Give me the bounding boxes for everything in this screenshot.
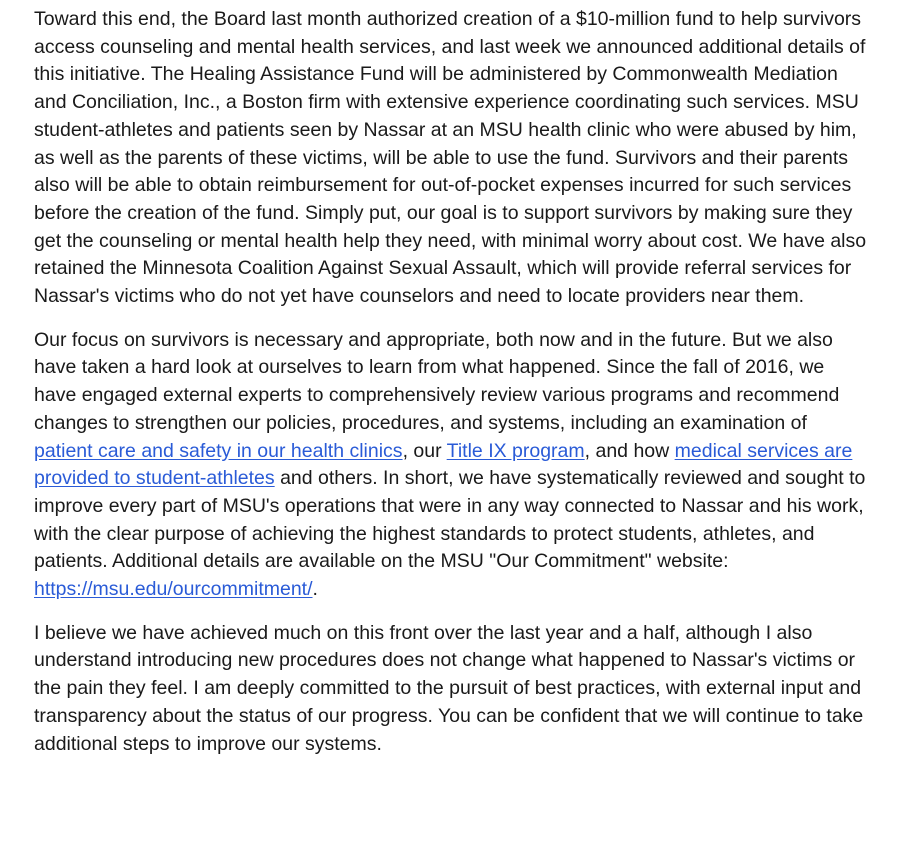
link-title-ix-program[interactable]: Title IX program [446,439,585,462]
paragraph-text: , our [402,439,447,462]
paragraph-text: Our focus on survivors is necessary and appropriate, both now and in the future. But we also have taken a hard look at ourselves to learn from what happened. Since the fall of 2016, we have engaged external experts to comprehensively review various programs and recommend changes to strengthen our policies, procedures, and systems, including an examination of [34,328,840,434]
paragraph-text: . [312,578,318,601]
link-patient-care-safety[interactable]: patient care and safety in our health clinics [34,439,403,462]
paragraph-text: and others. In short, we have systematically reviewed and sought to improve every part of MSU's operations that were in any way connected to Nassar and his work, with the clear purpose of achieving the highest standards to protect students, athletes, and patients. Additional details are available on the MSU "Our Commitment" website: [34,467,866,573]
paragraph-text: , and how [584,439,675,462]
paragraph-healing-fund: Toward this end, the Board last month authorized creation of a $10-million fund to help survivors access counseling and mental health services, and last week we announced additional details of this initiative. The Healing Assistance Fund will be administered by Commonwealth Mediation and Conciliation, Inc., a Boston firm with extensive experience coordinating such services. MSU student-athletes and patients seen by Nassar at an MSU health clinic who were abused by him, as well as the parents of these victims, will be able to use the fund. Survivors and their parents also will be able to obtain reimbursement for out-of-pocket expenses incurred for such services before the creation of the fund. Simply put, our goal is to support survivors by making sure they get the counseling or mental health help they need, with minimal worry about cost. We have also retained the Minnesota Coalition Against Sexual Assault, which will provide referral services for Nassar's victims who do not yet have counselors and need to locate providers near them. [34,8,867,308]
link-our-commitment-website[interactable]: https://msu.edu/ourcommitment/ [34,578,313,601]
paragraph-external-review [34,327,870,604]
paragraph-commitment: I believe we have achieved much on this front over the last year and a half, although I also understand introducing new procedures does not change what happened to Nassar's victims or the pain they feel. I am deeply committed to the pursuit of best practices, with external input and transparency about the status of our progress. You can be confident that we will continue to take additional steps to improve our systems. [34,621,864,755]
link-medical-services-student-athletes[interactable]: medical services are provided to student-athletes [34,439,853,490]
